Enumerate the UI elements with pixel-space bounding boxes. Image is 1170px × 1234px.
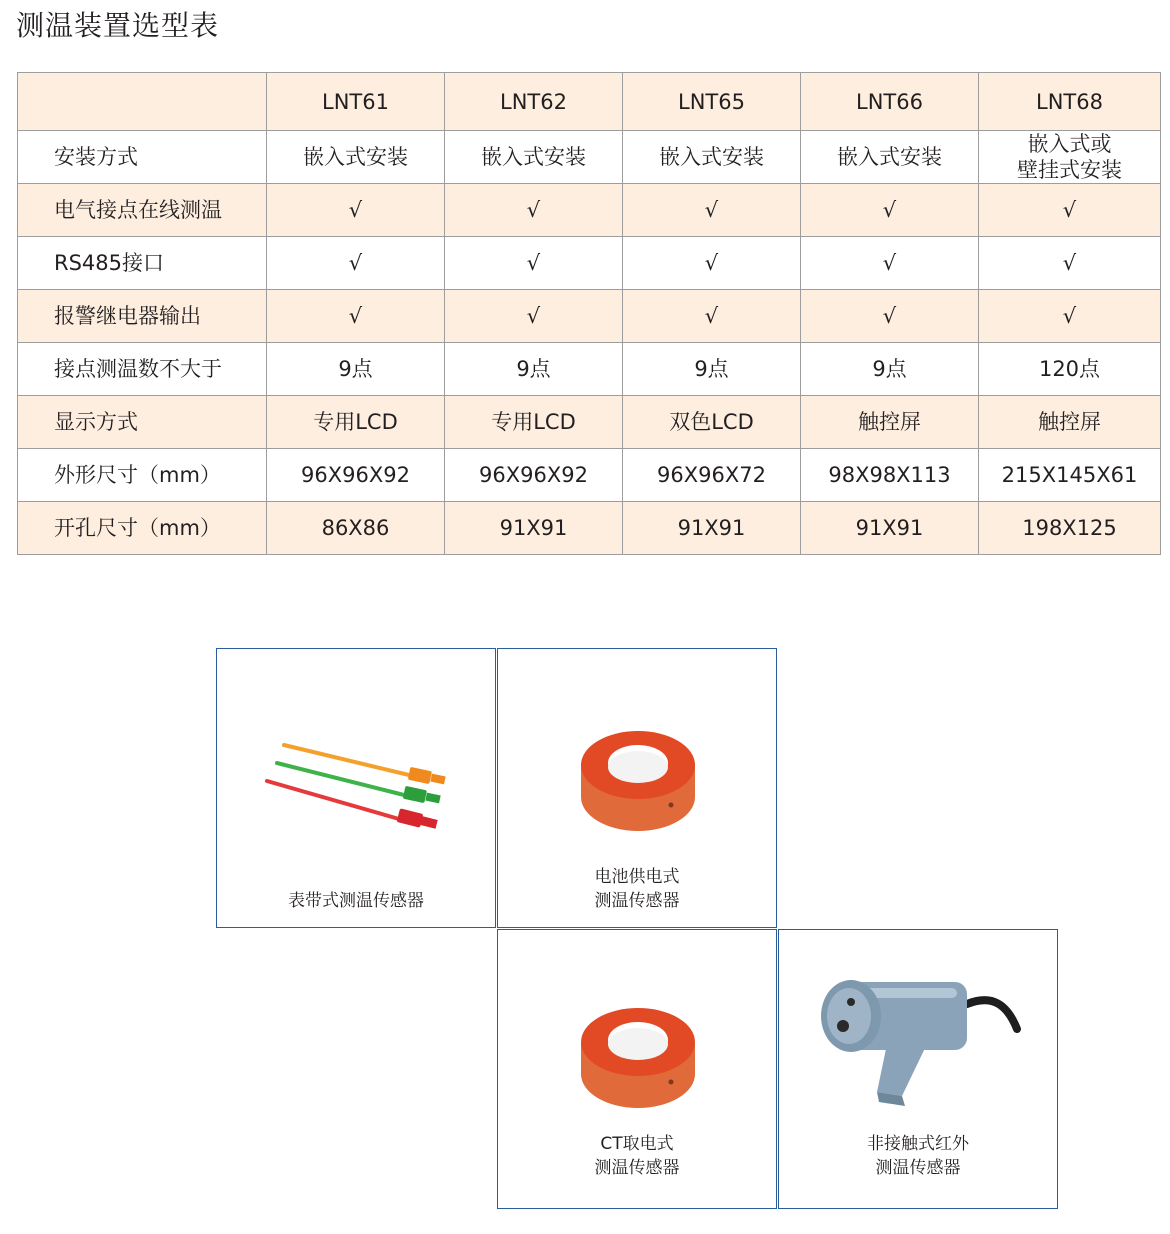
check-cell: √ bbox=[801, 290, 979, 343]
row-label: 安装方式 bbox=[18, 131, 267, 184]
table-cell: 专用LCD bbox=[267, 396, 445, 449]
sensor-caption: 测温传感器 bbox=[594, 1158, 680, 1178]
page-title: 测温装置选型表 bbox=[16, 9, 220, 42]
table-cell: 嵌入式安装 bbox=[623, 131, 801, 184]
check-cell: √ bbox=[801, 237, 979, 290]
check-cell: √ bbox=[267, 290, 445, 343]
table-cell: 9点 bbox=[267, 343, 445, 396]
table-cell: 98X98X113 bbox=[801, 449, 979, 502]
table-cell: 120点 bbox=[979, 343, 1161, 396]
check-cell: √ bbox=[623, 237, 801, 290]
check-cell: √ bbox=[979, 184, 1161, 237]
sensor-caption: 测温传感器 bbox=[875, 1158, 961, 1178]
sensor-card-ct bbox=[497, 929, 777, 1209]
table-cell: 96X96X72 bbox=[623, 449, 801, 502]
sensor-caption: 电池供电式 bbox=[594, 867, 680, 887]
model-header: LNT66 bbox=[801, 73, 979, 131]
table-cell: 触控屏 bbox=[801, 396, 979, 449]
table-row bbox=[18, 237, 1161, 290]
table-cell: 9点 bbox=[801, 343, 979, 396]
sensor-caption: 非接触式红外 bbox=[867, 1134, 969, 1154]
row-label: 外形尺寸（mm） bbox=[18, 449, 267, 502]
table-row bbox=[18, 449, 1161, 502]
row-label: 接点测温数不大于 bbox=[18, 343, 267, 396]
table-cell: 嵌入式安装 bbox=[267, 131, 445, 184]
sensor-card-strap bbox=[216, 648, 496, 928]
model-header: LNT68 bbox=[979, 73, 1161, 131]
table-cell: 91X91 bbox=[801, 502, 979, 555]
check-cell: √ bbox=[623, 290, 801, 343]
table-row bbox=[18, 131, 1161, 184]
row-label: 开孔尺寸（mm） bbox=[18, 502, 267, 555]
check-cell: √ bbox=[801, 184, 979, 237]
table-row bbox=[18, 396, 1161, 449]
row-label: 显示方式 bbox=[18, 396, 267, 449]
table-cell: 双色LCD bbox=[623, 396, 801, 449]
table-row bbox=[18, 343, 1161, 396]
table-cell: 198X125 bbox=[979, 502, 1161, 555]
table-cell: 96X96X92 bbox=[267, 449, 445, 502]
table-cell: 91X91 bbox=[623, 502, 801, 555]
table-cell: 96X96X92 bbox=[445, 449, 623, 502]
sensor-card-infrared bbox=[778, 929, 1058, 1209]
check-cell: √ bbox=[445, 237, 623, 290]
table-row bbox=[18, 184, 1161, 237]
table-row bbox=[18, 502, 1161, 555]
check-cell: √ bbox=[623, 184, 801, 237]
table-cell: 嵌入式安装 bbox=[445, 131, 623, 184]
sensor-caption: CT取电式 bbox=[600, 1134, 674, 1154]
table-row bbox=[18, 290, 1161, 343]
table-cell: 215X145X61 bbox=[979, 449, 1161, 502]
check-cell: √ bbox=[445, 290, 623, 343]
check-cell: √ bbox=[979, 237, 1161, 290]
check-cell: √ bbox=[267, 237, 445, 290]
multiline-cell-text: 嵌入式或 壁挂式安装 bbox=[1017, 132, 1122, 182]
table-cell: 9点 bbox=[445, 343, 623, 396]
table-cell: 专用LCD bbox=[445, 396, 623, 449]
model-header: LNT65 bbox=[623, 73, 801, 131]
check-cell: √ bbox=[267, 184, 445, 237]
model-header: LNT61 bbox=[267, 73, 445, 131]
check-cell: √ bbox=[445, 184, 623, 237]
table-header-row bbox=[18, 73, 1161, 131]
table-cell: 91X91 bbox=[445, 502, 623, 555]
selection-table bbox=[17, 72, 1161, 555]
sensor-caption: 测温传感器 bbox=[594, 891, 680, 911]
table-cell: 86X86 bbox=[267, 502, 445, 555]
row-label: 电气接点在线测温 bbox=[18, 184, 267, 237]
table-cell: 触控屏 bbox=[979, 396, 1161, 449]
cable-tie-sensor-icon bbox=[259, 737, 459, 847]
row-label: 报警继电器输出 bbox=[18, 290, 267, 343]
model-header: LNT62 bbox=[445, 73, 623, 131]
table-cell: 9点 bbox=[623, 343, 801, 396]
header-corner-cell bbox=[18, 73, 267, 131]
sensor-caption: 表带式测温传感器 bbox=[288, 891, 424, 911]
ring-sensor-icon bbox=[573, 1002, 703, 1112]
table-cell: 嵌入式安装 bbox=[801, 131, 979, 184]
check-cell: √ bbox=[979, 290, 1161, 343]
ring-sensor-icon bbox=[573, 725, 703, 835]
sensor-card-battery bbox=[497, 648, 777, 928]
row-label: RS485接口 bbox=[18, 237, 267, 290]
table-cell bbox=[979, 131, 1161, 184]
infrared-sensor-icon bbox=[817, 974, 1027, 1124]
